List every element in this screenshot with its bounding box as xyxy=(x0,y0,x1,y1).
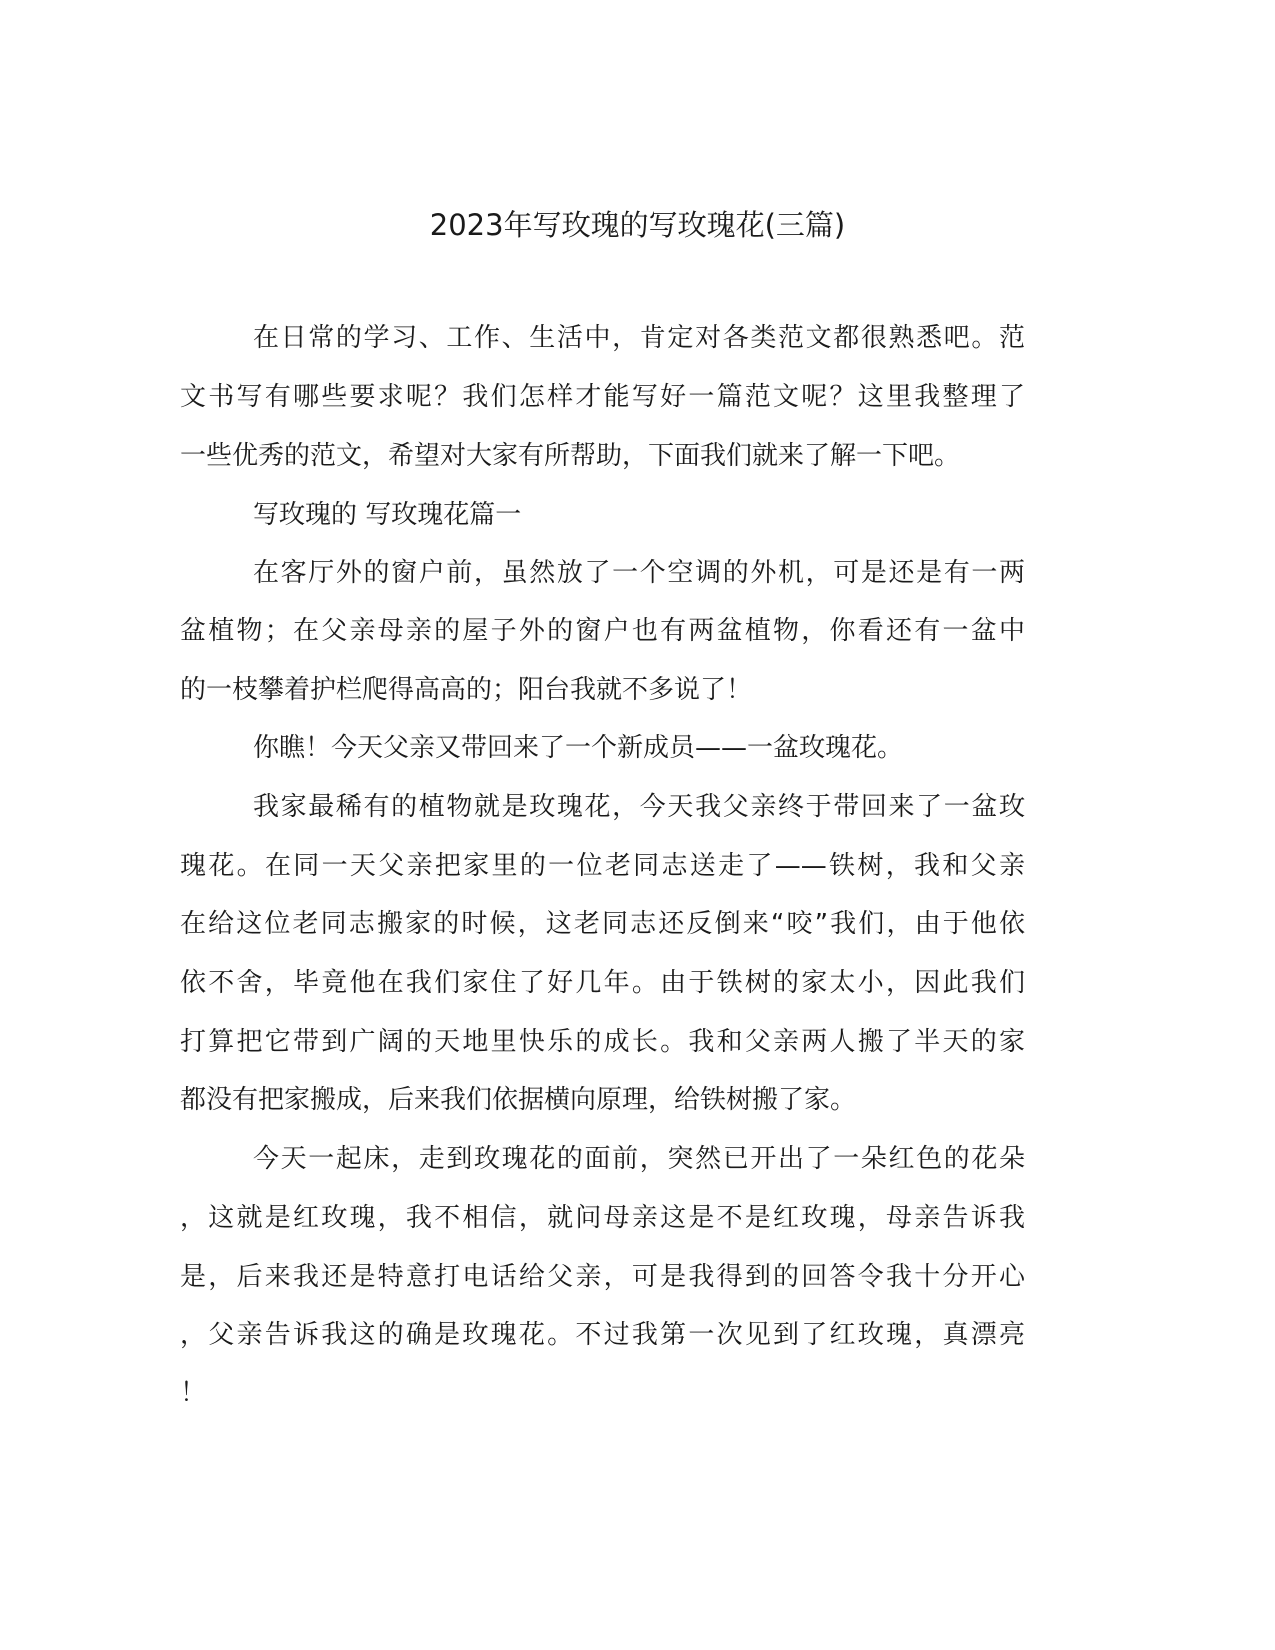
paragraph-line: 是，后来我还是特意打电话给父亲，可是我得到的回答令我十分开心 xyxy=(180,1262,1025,1292)
paragraph-line: 都没有把家搬成，后来我们依据横向原理，给铁树搬了家。 xyxy=(180,1085,857,1115)
paragraph-line: ！ xyxy=(180,1378,207,1408)
document-title: 2023年写玫瑰的写玫瑰花(三篇) xyxy=(429,208,846,242)
paragraph-line: 的一枝攀着护栏爬得高高的；阳台我就不多说了！ xyxy=(180,675,753,705)
paragraph-line: 打算把它带到广阔的天地里快乐的成长。我和父亲两人搬了半天的家 xyxy=(180,1027,1025,1057)
paragraph-line: ，这就是红玫瑰，我不相信，就问母亲这是不是红玫瑰，母亲告诉我 xyxy=(180,1203,1025,1233)
paragraph-line: 在客厅外的窗户前，虽然放了一个空调的外机，可是还是有一两 xyxy=(253,558,1025,588)
paragraph-line: 在日常的学习、工作、生活中，肯定对各类范文都很熟悉吧。范 xyxy=(253,323,1025,353)
paragraph-line: 依不舍，毕竟他在我们家住了好几年。由于铁树的家太小，因此我们 xyxy=(180,968,1025,998)
paragraph-line: 我家最稀有的植物就是玫瑰花，今天我父亲终于带回来了一盆玫 xyxy=(253,792,1025,822)
paragraph-line: 你瞧！今天父亲又带回来了一个新成员——一盆玫瑰花。 xyxy=(253,733,904,763)
section-heading: 写玫瑰的 写玫瑰花篇一 xyxy=(253,500,522,530)
paragraph-line: 在给这位老同志搬家的时候，这老同志还反倒来“咬”我们，由于他依 xyxy=(180,909,1025,939)
paragraph-line: 一些优秀的范文，希望对大家有所帮助，下面我们就来了解一下吧。 xyxy=(180,441,961,471)
paragraph-line: 今天一起床，走到玫瑰花的面前，突然已开出了一朵红色的花朵 xyxy=(253,1144,1025,1174)
paragraph-line: 盆植物；在父亲母亲的屋子外的窗户也有两盆植物，你看还有一盆中 xyxy=(180,616,1025,646)
paragraph-line: 瑰花。在同一天父亲把家里的一位老同志送走了——铁树，我和父亲 xyxy=(180,851,1025,881)
paragraph-line: ，父亲告诉我这的确是玫瑰花。不过我第一次见到了红玫瑰，真漂亮 xyxy=(180,1320,1025,1350)
paragraph-line: 文书写有哪些要求呢？我们怎样才能写好一篇范文呢？这里我整理了 xyxy=(180,382,1025,412)
